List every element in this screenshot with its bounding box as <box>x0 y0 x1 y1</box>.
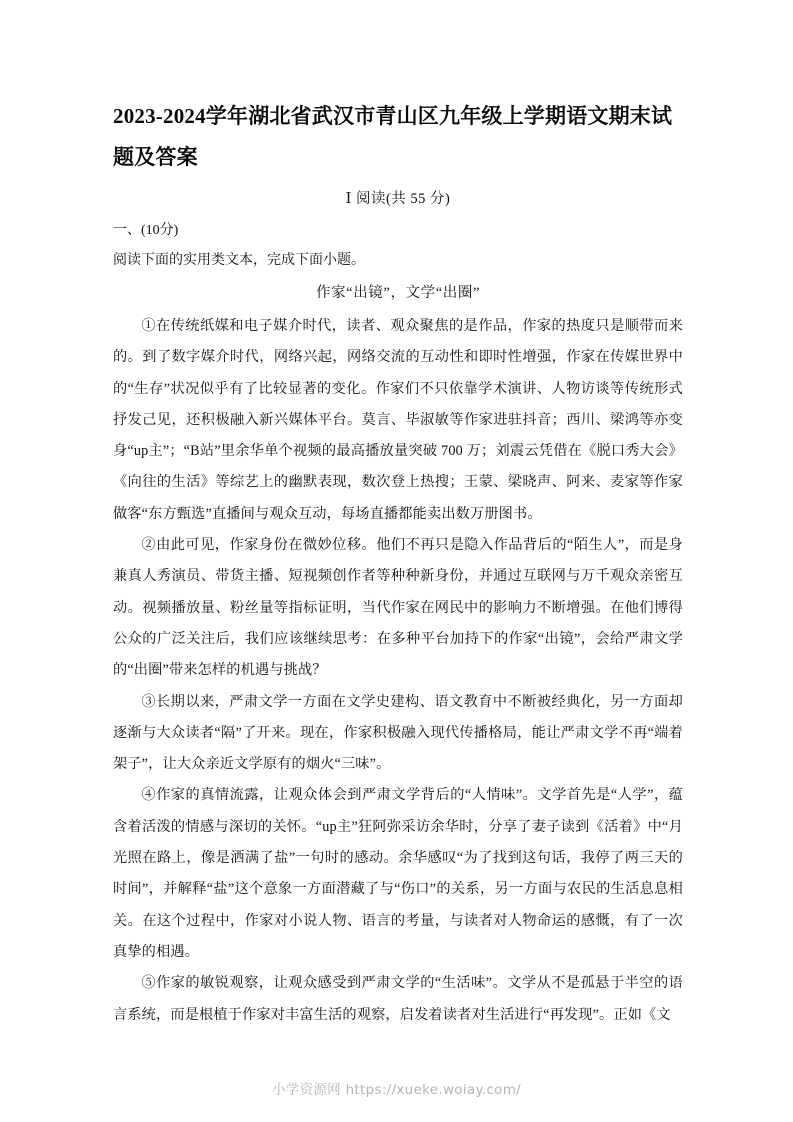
paragraph: ①在传统纸媒和电子媒介时代，读者、观众聚焦的是作品，作家的热度只是顺带而来的。到了数字媒介时代，网络兴起，网络交流的互动性和即时性增强，作家在传媒世界中的“生存”状况似乎有了比较显著的变化。作家们不只依靠学术演讲、人物访谈等传统形式抒发己见，还积极融入新兴媒体平台。莫言、毕淑敏等作家进驻抖音；西川、梁鸿等亦变身“up主”；“B站”里余华单个视频的最高播放量突破 700 万；刘震云凭借在《脱口秀大会》《向往的生活》等综艺上的幽默表现，数次登上热搜；王蒙、梁晓声、阿来、麦家等作家做客“东方甄选”直播间与观众互动，每场直播都能卖出数万册图书。 <box>113 318 683 522</box>
article-title: 作家“出镜”，文学“出圈” <box>315 285 481 301</box>
site-watermark: 小学资源网 https://xueke.woiay.com/ <box>271 1082 522 1098</box>
document-content <box>113 96 683 1031</box>
paragraph: ②由此可见，作家身份在微妙位移。他们不再只是隐入作品背后的“陌生人”，而是身兼真人秀演员、带货主播、短视频创作者等种种新身份，并通过互联网与万千观众亲密互动。视频播放量、粉丝量等指标证明，当代作家在网民中的影响力不断增强。在他们博得公众的广泛关注后，我们应该继续思考：在多种平台加持下的作家“出镜”，会给严肃文学的“出圈”带来怎样的机遇与挑战？ <box>113 537 683 679</box>
section-header: Ⅰ 阅读(共 55 分) <box>345 191 451 207</box>
group-label: 一、(10分) <box>113 223 179 238</box>
paragraph: ③长期以来，严肃文学一方面在文学史建构、语文教育中不断被经典化，另一方面却逐渐与大众读者“隔”了开来。现在，作家积极融入现代传播格局，能让严肃文学不再“端着架子”，让大众亲近文学原有的烟火“三味”。 <box>113 693 683 773</box>
page-title: 2023-2024学年湖北省武汉市青山区九年级上学期语文期末试题及答案 <box>113 104 673 169</box>
instruction-text: 阅读下面的实用类文本，完成下面小题。 <box>113 253 365 268</box>
paragraph: ⑤作家的敏锐观察，让观众感受到严肃文学的“生活味”。文学从不是孤悬于半空的语言系统，而是根植于作家对丰富生活的观察，启发着读者对生活进行“再发现”。正如《文 <box>113 975 683 1023</box>
paragraph: ④作家的真情流露，让观众体会到严肃文学背后的“人情味”。文学首先是“人学”，蕴含着活泼的情感与深切的关怀。“up主”狂阿弥采访余华时，分享了妻子读到《活着》中“月光照在路上，像是洒满了盐”一句时的感动。余华感叹“为了找到这句话，我停了两三天的时间”，并解释“盐”这个意象一方面潜藏了与“伤口”的关系，另一方面与农民的生活息息相关。在这个过程中，作家对小说人物、语言的考量，与读者对人物命运的感慨，有了一次真挚的相遇。 <box>113 787 683 960</box>
